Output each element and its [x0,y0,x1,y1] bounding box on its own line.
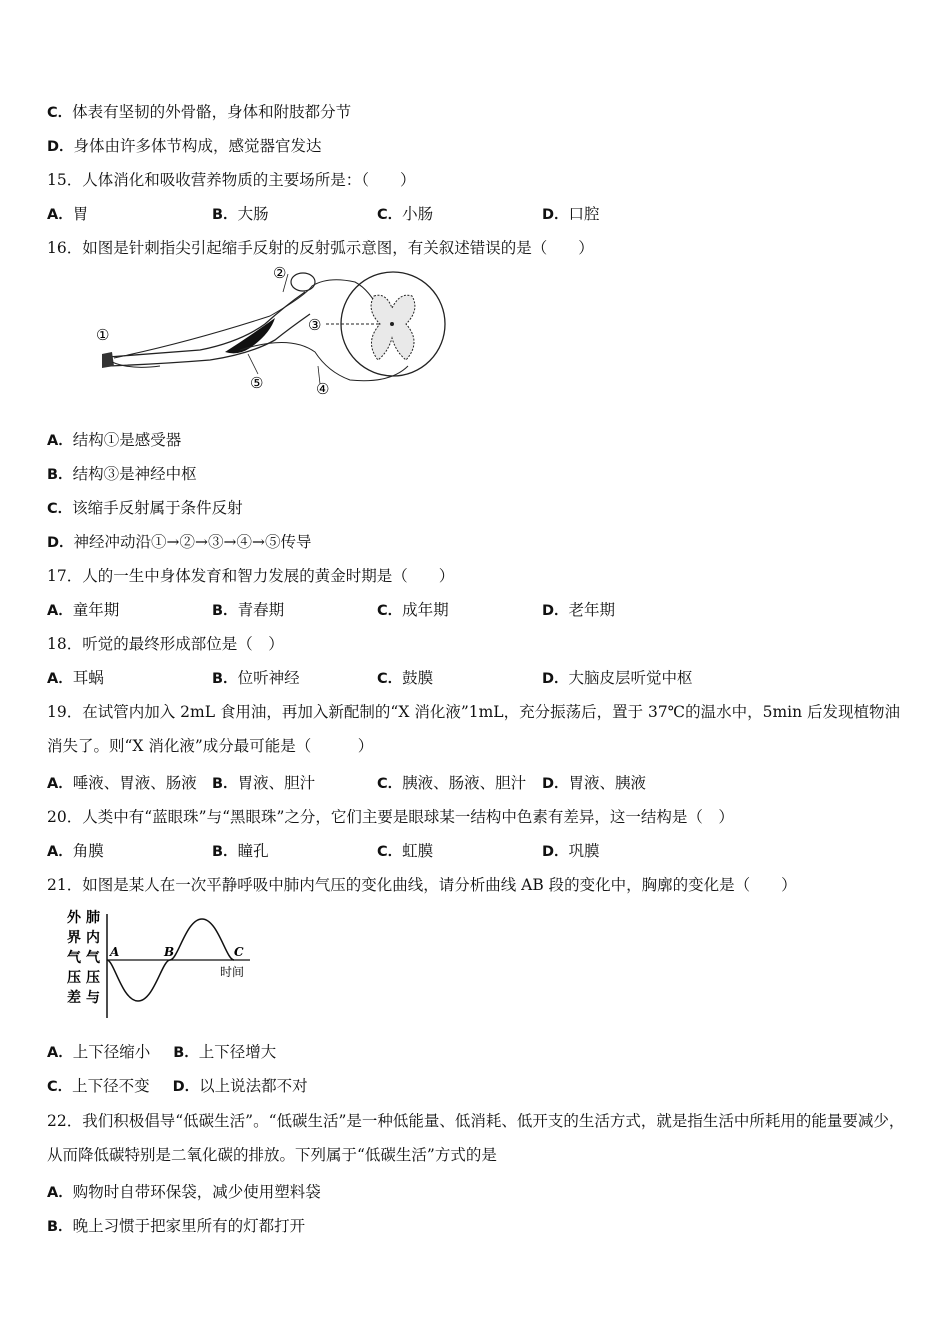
q19-options [47,773,907,793]
q17-option-a: A．童年期 [47,601,120,619]
q18-option-d: D．大脑皮层听觉中枢 [542,669,693,687]
q18-options [47,668,907,688]
q16-option-d: D．神经冲动沿①→②→③→④→⑤传导 [47,533,312,551]
reflex-label-2: ② [273,264,287,282]
q20-option-b: B．瞳孔 [212,842,269,860]
q16-option-b: B．结构③是神经中枢 [47,465,197,483]
q19-option-b: B．胃液、胆汁 [212,774,316,792]
q15-option-b: B．大肠 [212,205,269,223]
reflex-label-5: ⑤ [250,374,264,392]
q22-option-b: B．晚上习惯于把家里所有的灯都打开 [47,1217,306,1235]
reflex-label-3: ③ [308,316,322,334]
q17-option-d: D．老年期 [542,601,616,619]
q20-option-c: C．虹膜 [377,842,434,860]
pressure-ylabel-col1: 外界气压差 [67,910,81,1006]
q17-stem: 17．人的一生中身体发育和智力发展的黄金时期是（ ） [47,567,455,585]
q17-options [47,600,907,620]
q20-option-d: D．巩膜 [542,842,600,860]
point-c-label: C [234,945,244,959]
q18-stem: 18．听觉的最终形成部位是（ ） [47,635,284,653]
q18-option-c: C．鼓膜 [377,669,434,687]
q20-stem: 20．人类中有“蓝眼珠”与“黑眼珠”之分，它们主要是眼球某一结构中色素有差异，这一结构是（ ） [47,808,734,826]
x-axis-label: 时间 [220,965,245,979]
q21-options-row1 [47,1042,276,1063]
q18-option-a: A．耳蜗 [47,669,104,687]
q15-stem: 15．人体消化和吸收营养物质的主要场所是：（ ） [47,171,416,189]
q20-option-a: A．角膜 [47,842,104,860]
reflex-arc-figure [90,262,450,407]
q19-option-c: C．胰液、肠液、胆汁 [377,774,527,792]
q17-option-b: B．青春期 [212,601,285,619]
point-a-label: A [110,945,120,959]
q18-option-b: B．位听神经 [212,669,300,687]
q20-options [47,841,907,861]
q16-stem: 16．如图是针刺指尖引起缩手反射的反射弧示意图，有关叙述错误的是（ ） [47,239,594,257]
q22-option-a: A．购物时自带环保袋，减少使用塑料袋 [47,1183,321,1201]
reflex-label-4: ④ [316,380,330,398]
q21-option-b: B．上下径增大 [173,1043,277,1061]
q16-option-a: A．结构①是感受器 [47,431,182,449]
q19-option-a: A．唾液、胃液、肠液 [47,774,197,792]
pressure-ylabel-col2: 肺内气压与 [86,910,100,1006]
q21-options-row2 [47,1076,308,1097]
q15-option-d: D．口腔 [542,205,600,223]
q15-option-a: A．胃 [47,205,89,223]
q15-option-c: C．小肠 [377,205,434,223]
q14-option-d: D．身体由许多体节构成，感觉器官发达 [47,137,322,155]
q21-option-c: C．上下径不变 [47,1077,150,1095]
q19-stem: 19．在试管内加入 2mL 食用油，再加入新配制的“X 消化液”1mL，充分振荡后，置于 37℃的温水中，5min 后发现植物油消失了。则“X 消化液”成分最可能是（ ） [47,703,901,755]
q14-option-c: C．体表有坚韧的外骨骼，身体和附肢都分节 [47,103,352,121]
point-b-label: B [164,945,175,959]
q21-option-a: A．上下径缩小 [47,1043,151,1061]
q19-option-d: D．胃液、胰液 [542,774,647,792]
q22-stem: 22．我们积极倡导“低碳生活”。“低碳生活”是一种低能量、低消耗、低开支的生活方式，就是指生活中所耗用的能量要减少，从而降低碳特别是二氧化碳的排放。下列属于“低碳生活”方式的是 [47,1112,905,1164]
q17-option-c: C．成年期 [377,601,449,619]
pressure-curve-figure [62,906,262,1024]
reflex-label-1: ① [96,326,110,344]
q21-stem: 21．如图是某人在一次平静呼吸中肺内气压的变化曲线，请分析曲线 AB 段的变化中，胸廓的变化是（ ） [47,876,797,894]
q15-options [47,204,907,224]
q16-option-c: C．该缩手反射属于条件反射 [47,499,243,517]
q21-option-d: D．以上说法都不对 [172,1077,308,1095]
